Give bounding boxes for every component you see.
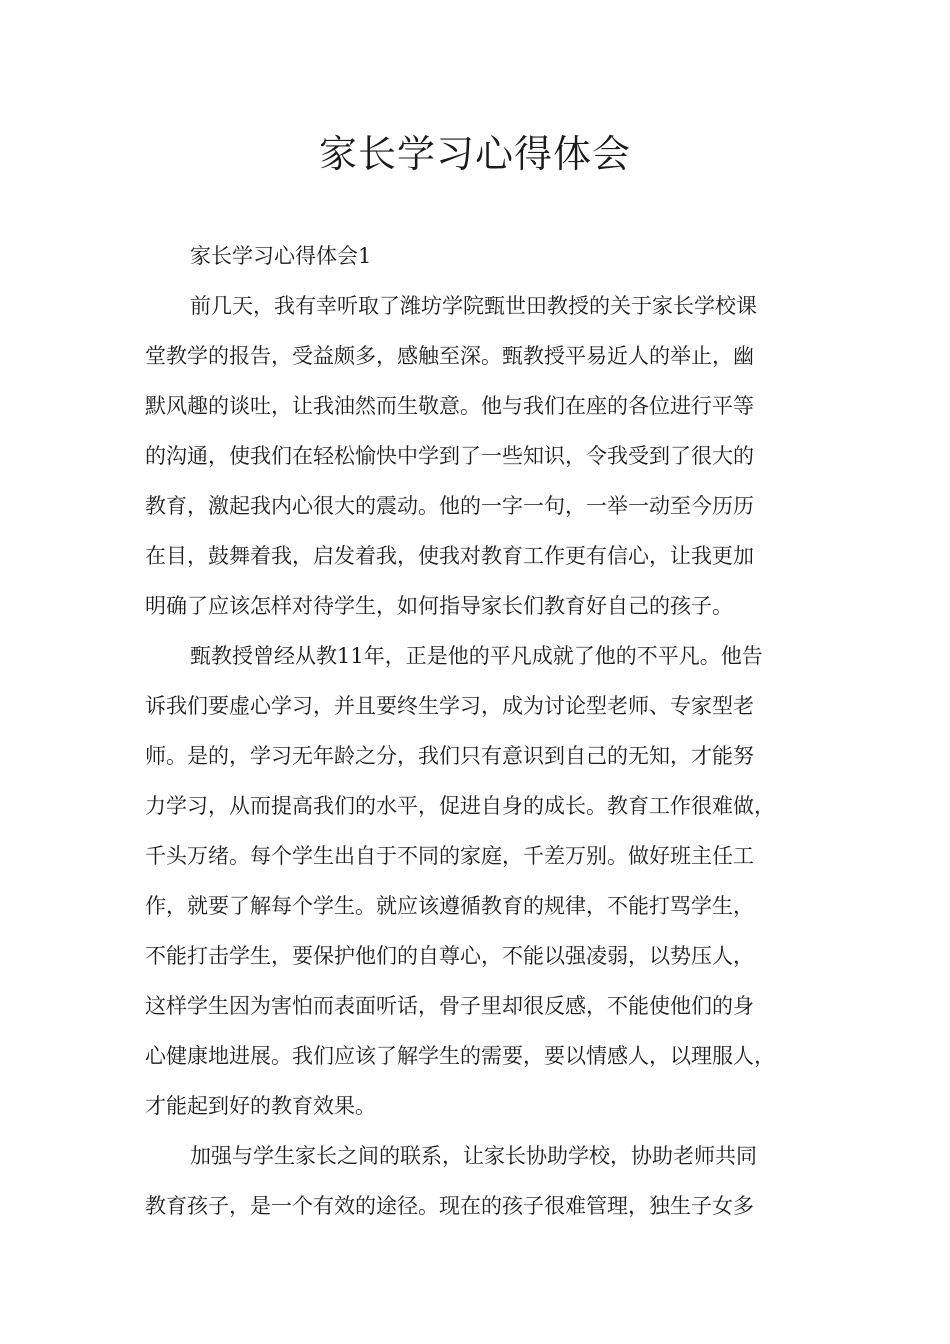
text-line: 甄教授曾经从教11年，正是他的平凡成就了他的不平凡。他告 [190, 644, 763, 668]
text-line: 在目，鼓舞着我，启发着我，使我对教育工作更有信心，让我更加 [145, 544, 754, 568]
document-body [145, 231, 820, 1231]
text-line: 明确了应该怎样对待学生，如何指导家长们教育好自己的孩子。 [145, 594, 733, 618]
text-line: 默风趣的谈吐，让我油然而生敬意。他与我们在座的各位进行平等 [145, 394, 754, 418]
document-title: 家长学习心得体会 [318, 132, 631, 176]
text-line: 堂教学的报告，受益颇多，感触至深。甄教授平易近人的举止，幽 [145, 344, 754, 368]
text-line: 的沟通，使我们在轻松愉快中学到了一些知识，令我受到了很大的 [145, 444, 754, 468]
text-line: 前几天，我有幸听取了潍坊学院甄世田教授的关于家长学校课 [190, 294, 757, 318]
text-line: 教育孩子，是一个有效的途径。现在的孩子很难管理，独生子女多 [145, 1194, 754, 1218]
text-line: 心健康地进展。我们应该了解学生的需要，要以情感人，以理服人， [145, 1044, 775, 1068]
text-line: 才能起到好的教育效果。 [145, 1094, 376, 1118]
text-line: 师。是的，学习无年龄之分，我们只有意识到自己的无知，才能努 [145, 744, 754, 768]
text-line: 诉我们要虚心学习，并且要终生学习，成为讨论型老师、专家型老 [145, 694, 754, 718]
paragraph-lines [145, 281, 820, 1231]
text-line: 教育，激起我内心很大的震动。他的一字一句，一举一动至今历历 [145, 494, 754, 518]
text-line: 加强与学生家长之间的联系，让家长协助学校，协助老师共同 [190, 1144, 757, 1168]
text-line: 千头万绪。每个学生出自于不同的家庭，千差万别。做好班主任工 [145, 844, 754, 868]
text-line: 这样学生因为害怕而表面听话，骨子里却很反感，不能使他们的身 [145, 994, 754, 1018]
section-heading: 家长学习心得体会1 [190, 244, 372, 268]
text-line: 力学习，从而提高我们的水平，促进自身的成长。教育工作很难做， [145, 794, 775, 818]
text-line: 不能打击学生，要保护他们的自尊心，不能以强凌弱，以势压人， [145, 944, 754, 968]
text-line: 作，就要了解每个学生。就应该遵循教育的规律，不能打骂学生， [145, 894, 754, 918]
